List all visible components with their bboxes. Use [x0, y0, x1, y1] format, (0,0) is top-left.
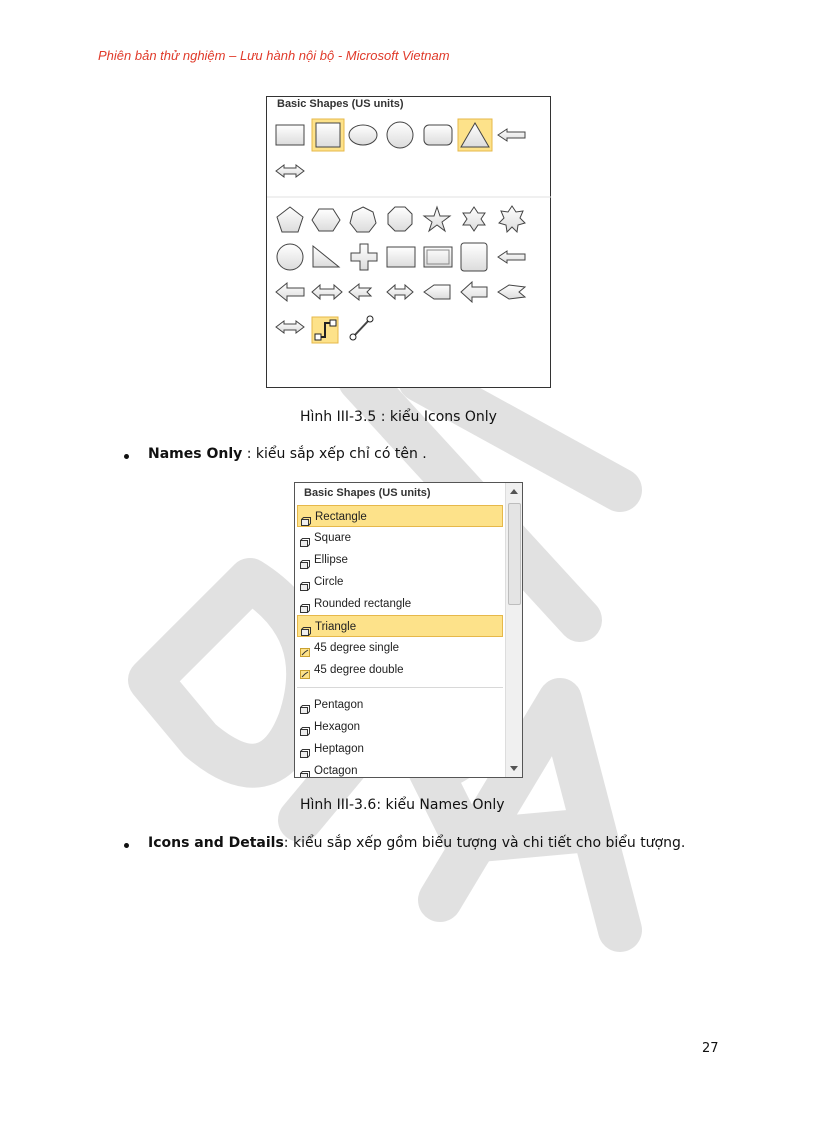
list-item-circle[interactable]: Circle	[297, 571, 503, 593]
octagon-icon[interactable]	[388, 207, 412, 231]
stencil-icon	[300, 555, 310, 564]
connector-icon	[300, 643, 310, 652]
ellipse-icon[interactable]	[349, 125, 377, 145]
chevron-left-icon[interactable]	[461, 282, 487, 302]
list-item-hexagon[interactable]: Hexagon	[297, 716, 503, 738]
hexagon-icon[interactable]	[312, 209, 340, 231]
panel-title: Basic Shapes (US units)	[304, 487, 431, 499]
list-item-45-degree-double[interactable]: 45 degree double	[297, 659, 503, 681]
bullet-term: Icons and Details	[148, 835, 284, 851]
stencil-icon	[300, 744, 310, 753]
list-item-rectangle[interactable]: Rectangle	[297, 505, 503, 527]
list-item-45-degree-single[interactable]: 45 degree single	[297, 637, 503, 659]
rounded-square-icon[interactable]	[461, 243, 487, 271]
connector-icon[interactable]	[312, 317, 338, 343]
line-connector-icon[interactable]	[350, 316, 373, 340]
arrow-left-icon[interactable]	[498, 129, 525, 141]
page-header: Phiên bản thử nghiệm – Lưu hành nội bộ - Microsoft Vietnam	[98, 48, 450, 63]
star7-icon[interactable]	[499, 206, 525, 232]
block-arrow-left-icon[interactable]	[276, 283, 304, 301]
figure2-caption: Hình III-3.6: kiểu Names Only	[300, 797, 505, 813]
list-item-square[interactable]: Square	[297, 527, 503, 549]
scroll-up-icon[interactable]	[510, 489, 518, 494]
bullet-text: : kiểu sắp xếp chỉ có tên .	[242, 446, 427, 462]
page-number: 27	[702, 1041, 719, 1056]
list-item-rounded-rectangle[interactable]: Rounded rectangle	[297, 593, 503, 615]
stencil-icon	[300, 722, 310, 731]
rectangle2-icon[interactable]	[387, 247, 415, 267]
notched-arrow-icon[interactable]	[349, 284, 371, 300]
square-icon[interactable]	[312, 119, 344, 151]
bullet-dot	[124, 454, 129, 459]
connector-icon	[300, 665, 310, 674]
star5-icon[interactable]	[424, 207, 450, 231]
bone-arrow-icon[interactable]	[387, 285, 413, 299]
rectangle-icon[interactable]	[276, 125, 304, 145]
rounded-rectangle-icon[interactable]	[424, 125, 452, 145]
list-separator	[297, 687, 503, 688]
double-block-arrow-icon[interactable]	[312, 285, 342, 299]
panel-title: Basic Shapes (US units)	[277, 98, 404, 110]
stencil-icon	[301, 512, 311, 521]
list-item-octagon[interactable]: Octagon	[297, 760, 503, 778]
circle-icon[interactable]	[387, 122, 413, 148]
stencil-icon	[300, 700, 310, 709]
bullet-term: Names Only	[148, 446, 243, 462]
vertical-scrollbar[interactable]	[505, 483, 522, 777]
scroll-down-icon[interactable]	[510, 766, 518, 771]
stencil-icon	[301, 622, 311, 631]
star6-icon[interactable]	[463, 207, 485, 231]
shape-list	[297, 505, 503, 778]
bullet-dot	[124, 843, 129, 848]
double-arrow2-icon[interactable]	[276, 321, 304, 333]
bullet-text: : kiểu sắp xếp gồm biểu tượng và chi tiết cho biểu tượng.	[283, 835, 686, 851]
triangle-icon[interactable]	[458, 119, 492, 151]
list-item-triangle[interactable]: Triangle	[297, 615, 503, 637]
scroll-thumb[interactable]	[508, 503, 521, 605]
list-item-ellipse[interactable]: Ellipse	[297, 549, 503, 571]
right-triangle-icon[interactable]	[313, 246, 339, 267]
stencil-icon	[300, 533, 310, 542]
pentagon-icon[interactable]	[277, 207, 303, 232]
figure1-caption: Hình III-3.5 : kiểu Icons Only	[300, 409, 497, 425]
stencil-icon	[300, 577, 310, 586]
double-arrow-icon[interactable]	[276, 165, 304, 177]
stencil-icon	[300, 599, 310, 608]
circle2-icon[interactable]	[277, 244, 303, 270]
icons-only-panel	[266, 96, 551, 388]
pentagon-arrow-icon[interactable]	[424, 285, 450, 299]
list-item-pentagon[interactable]: Pentagon	[297, 694, 503, 716]
bevel-icon[interactable]	[424, 247, 452, 267]
striped-arrow-icon[interactable]	[498, 285, 525, 299]
plus-icon[interactable]	[351, 244, 377, 270]
list-item-heptagon[interactable]: Heptagon	[297, 738, 503, 760]
arrow-left2-icon[interactable]	[498, 251, 525, 263]
heptagon-icon[interactable]	[350, 207, 376, 232]
stencil-icon	[300, 766, 310, 775]
names-only-panel	[294, 482, 523, 778]
